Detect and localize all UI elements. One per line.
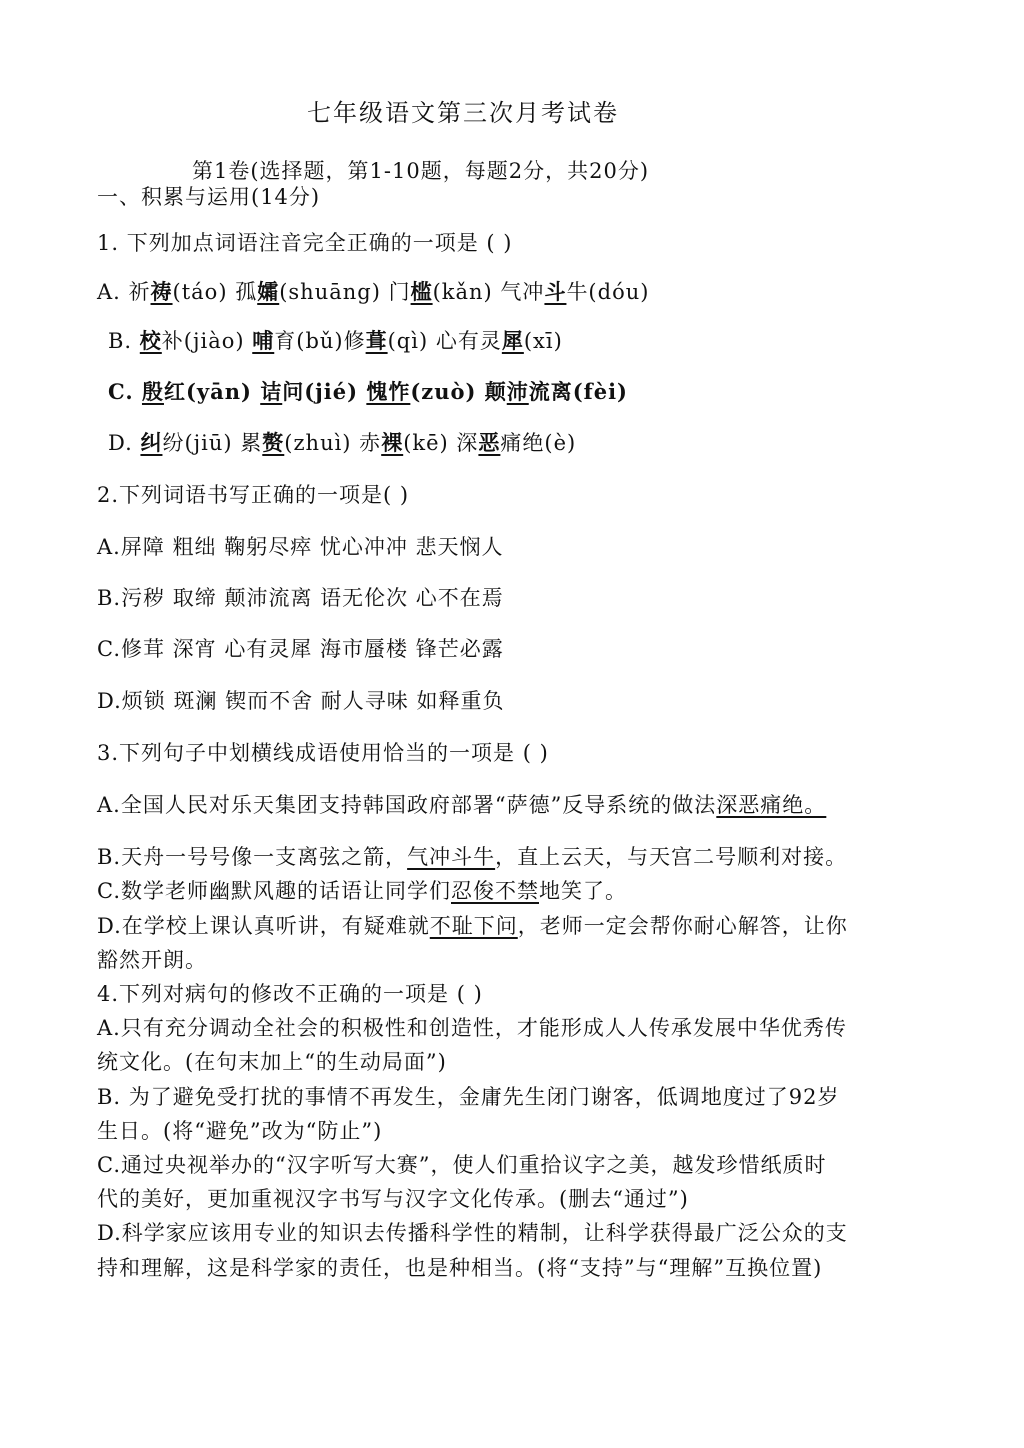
- q4-option-c-cont: 代的美好，更加重视汉字书写与汉字文化传承。(删去“通过”): [97, 1187, 689, 1211]
- q1-d-text: (kē) 深: [403, 431, 479, 455]
- q1-option-a: [97, 279, 649, 305]
- q3-a-text: A.全国人民对乐天集团支持韩国政府部署“萨德”反导系统的做法: [97, 793, 717, 817]
- q2-option-a: A.屏障 粗绌 鞠躬尽瘁 忧心冲冲 悲天悯人: [97, 535, 504, 559]
- dotted-char: 校: [139, 328, 162, 353]
- q1-a-text: (shuāng) 门: [279, 280, 411, 304]
- q1-b-text: (xī): [523, 329, 563, 353]
- dotted-char: 孀: [257, 279, 280, 304]
- q3-option-a: [97, 792, 826, 818]
- q2-option-c: C.修茸 深宵 心有灵犀 海市蜃楼 锋芒必露: [97, 637, 504, 661]
- q1-c-text: 红(yān): [163, 379, 261, 404]
- dotted-char: 裸: [381, 430, 404, 455]
- q3-b-text: B.天舟一号号像一支离弦之箭，: [97, 845, 408, 869]
- q1-a-text: 牛(dóu): [566, 280, 650, 304]
- q3-b-text: ，直上云天，与天宫二号顺利对接。: [495, 845, 848, 869]
- underlined-idiom: 深恶痛绝。: [716, 793, 827, 817]
- q1-option-b: [108, 328, 563, 354]
- q3-option-c: [97, 878, 627, 904]
- underlined-idiom: 不耻下问: [429, 914, 518, 938]
- q1-b-text: 补(jiào): [161, 329, 253, 353]
- q4-option-a-cont: 统文化。(在句末加上“的生动局面”): [97, 1050, 447, 1074]
- q1-a-text: (táo) 孤: [172, 280, 258, 304]
- q1-b-text: (qì) 心有灵: [387, 329, 502, 353]
- page-title: 七年级语文第三次月考试卷: [307, 99, 619, 127]
- q4-option-d-cont: 持和理解，这是科学家的责任，也是种相当。(将“支持”与“理解”互换位置): [97, 1256, 823, 1280]
- dotted-char: 赘: [262, 430, 285, 455]
- q1-b-text: 育(bǔ)修: [274, 329, 366, 353]
- q2-option-b: B.污秽 取缔 颠沛流离 语无伦次 心不在焉: [97, 586, 504, 610]
- q4-stem: 4.下列对病句的修改不正确的一项是 ( ): [97, 982, 483, 1006]
- q1-d-text: (zhuì) 赤: [284, 431, 382, 455]
- dotted-char: 槛: [410, 279, 433, 304]
- q1-c-text: C.: [108, 379, 142, 404]
- q2-option-d: D.烦锁 斑澜 锲而不舍 耐人寻味 如释重负: [97, 689, 505, 713]
- dotted-char: 诘: [260, 379, 283, 404]
- q1-d-text: 纷(jiū) 累: [162, 431, 263, 455]
- q4-option-b: B. 为了避免受打扰的事情不再发生，金庸先生闭门谢客，低调地度过了92岁: [97, 1085, 840, 1109]
- q3-d-text: ，老师一定会帮你耐心解答，让你: [517, 914, 848, 938]
- q1-d-text: D.: [108, 431, 141, 455]
- section-heading: 一、积累与运用(14分): [97, 185, 321, 209]
- q1-a-text: A. 祈: [97, 280, 151, 304]
- dotted-char: 葺: [365, 328, 388, 353]
- dotted-char: 斗: [544, 279, 567, 304]
- q1-c-text: 流离(fèi): [528, 379, 628, 404]
- underlined-idiom: 忍俊不禁: [451, 879, 539, 903]
- dotted-char: 沛: [506, 379, 529, 404]
- q1-a-text: (kǎn) 气冲: [432, 280, 545, 304]
- q3-option-b: [97, 844, 847, 870]
- q1-b-text: B.: [108, 329, 140, 353]
- q3-option-d-cont: 豁然开朗。: [97, 948, 207, 972]
- underlined-idiom: 气冲斗牛: [407, 845, 496, 869]
- q4-option-c: C.通过央视举办的“汉字听写大赛”，使人们重拾议字之美，越发珍惜纸质时: [97, 1153, 827, 1177]
- q1-stem: 1. 下列加点词语注音完全正确的一项是 ( ): [97, 231, 513, 255]
- dotted-char: 愧怍: [366, 379, 411, 404]
- dotted-char: 纠: [140, 430, 163, 455]
- q3-stem: 3.下列句子中划横线成语使用恰当的一项是 ( ): [97, 741, 549, 765]
- q3-c-text: 地笑了。: [539, 879, 627, 903]
- dotted-char: 哺: [252, 328, 275, 353]
- q4-option-d: D.科学家应该用专业的知识去传播科学性的精制，让科学获得最广泛公众的支: [97, 1221, 848, 1245]
- dotted-char: 殷: [141, 379, 164, 404]
- q4-option-b-cont: 生日。(将“避免”改为“防止”): [97, 1119, 383, 1143]
- q1-c-text: 问(jié): [282, 379, 367, 404]
- q1-option-c: [108, 379, 628, 405]
- dotted-char: 犀: [501, 328, 524, 353]
- q3-option-d: [97, 913, 848, 939]
- q2-stem: 2.下列词语书写正确的一项是( ): [97, 483, 410, 507]
- q4-option-a: A.只有充分调动全社会的积极性和创造性，才能形成人人传承发展中华优秀传: [97, 1016, 847, 1040]
- q3-d-text: D.在学校上课认真听讲，有疑难就: [97, 914, 430, 938]
- q1-c-text: (zuò) 颠: [410, 379, 507, 404]
- q1-d-text: 痛绝(è): [500, 431, 577, 455]
- dotted-char: 恶: [478, 430, 501, 455]
- dotted-char: 祷: [150, 279, 173, 304]
- q1-option-d: [108, 430, 576, 456]
- volume-subtitle: 第1卷(选择题，第1-10题，每题2分，共20分): [192, 159, 650, 183]
- q3-c-text: C.数学老师幽默风趣的话语让同学们: [97, 879, 451, 903]
